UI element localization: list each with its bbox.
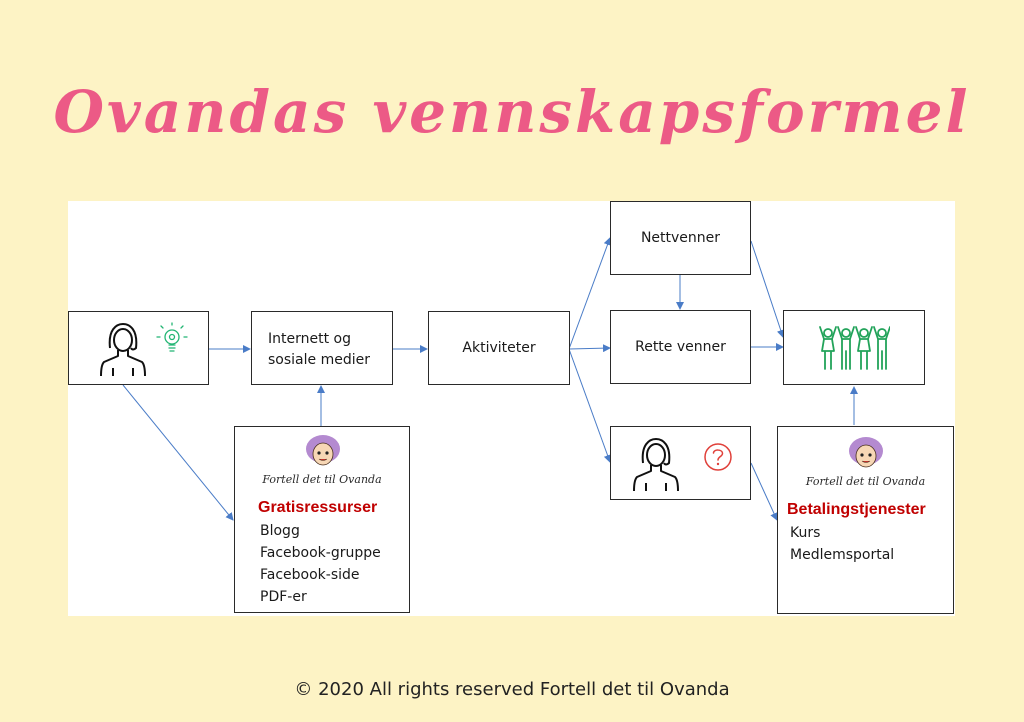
lightbulb-idea-icon: [155, 322, 189, 358]
arrow-person-to-betaling: [751, 463, 777, 520]
woman-icon: [629, 435, 683, 493]
diagram-panel: [68, 201, 955, 616]
node-internet: [251, 311, 393, 385]
ovanda-avatar-icon: [303, 433, 343, 469]
node-person-question: [610, 426, 751, 500]
internet-label-line1: Internett og: [268, 331, 351, 347]
rette-venner-label: Rette venner: [635, 339, 726, 355]
arrow-aktiviteter-to-person: [569, 349, 610, 462]
question-circle-icon: [702, 441, 734, 473]
aktiviteter-label: Aktiviteter: [462, 340, 536, 356]
list-item: Facebook-gruppe: [260, 545, 381, 561]
node-nettvenner: [610, 201, 751, 275]
gratis-list: [260, 520, 381, 608]
woman-icon: [96, 320, 150, 378]
page-title: Ovandas vennskapsformel: [53, 78, 971, 146]
betaling-brand-text: Fortell det til Ovanda: [805, 475, 926, 488]
node-betalingstjenester: [777, 426, 954, 614]
ovanda-avatar-icon: [846, 435, 886, 471]
gratis-brand-text: Fortell det til Ovanda: [262, 473, 382, 486]
node-rette-venner: [610, 310, 751, 384]
node-group: [783, 310, 925, 385]
list-item: Blogg: [260, 523, 300, 539]
list-item: Kurs: [790, 525, 821, 541]
list-item: Facebook-side: [260, 567, 360, 583]
betaling-heading: Betalingstjenester: [787, 501, 926, 518]
list-item: PDF-er: [260, 589, 307, 605]
node-person-idea: [68, 311, 209, 385]
arrow-aktiviteter-to-rette: [569, 348, 610, 349]
arrow-nettvenner-to-group: [751, 241, 783, 337]
friends-group-icon: [818, 325, 890, 371]
gratis-heading: Gratisressurser: [258, 499, 378, 516]
copyright-footer: © 2020 All rights reserved Fortell det til Ovanda: [294, 679, 730, 700]
nettvenner-label: Nettvenner: [640, 230, 721, 246]
arrow-person-to-gratis: [123, 385, 233, 520]
list-item: Medlemsportal: [790, 547, 895, 563]
internet-label-line2: sosiale medier: [268, 352, 370, 368]
arrow-aktiviteter-to-nettvenner: [569, 238, 610, 349]
node-gratisressurser: [234, 426, 410, 613]
betaling-list: [790, 522, 894, 566]
node-aktiviteter: [428, 311, 570, 385]
